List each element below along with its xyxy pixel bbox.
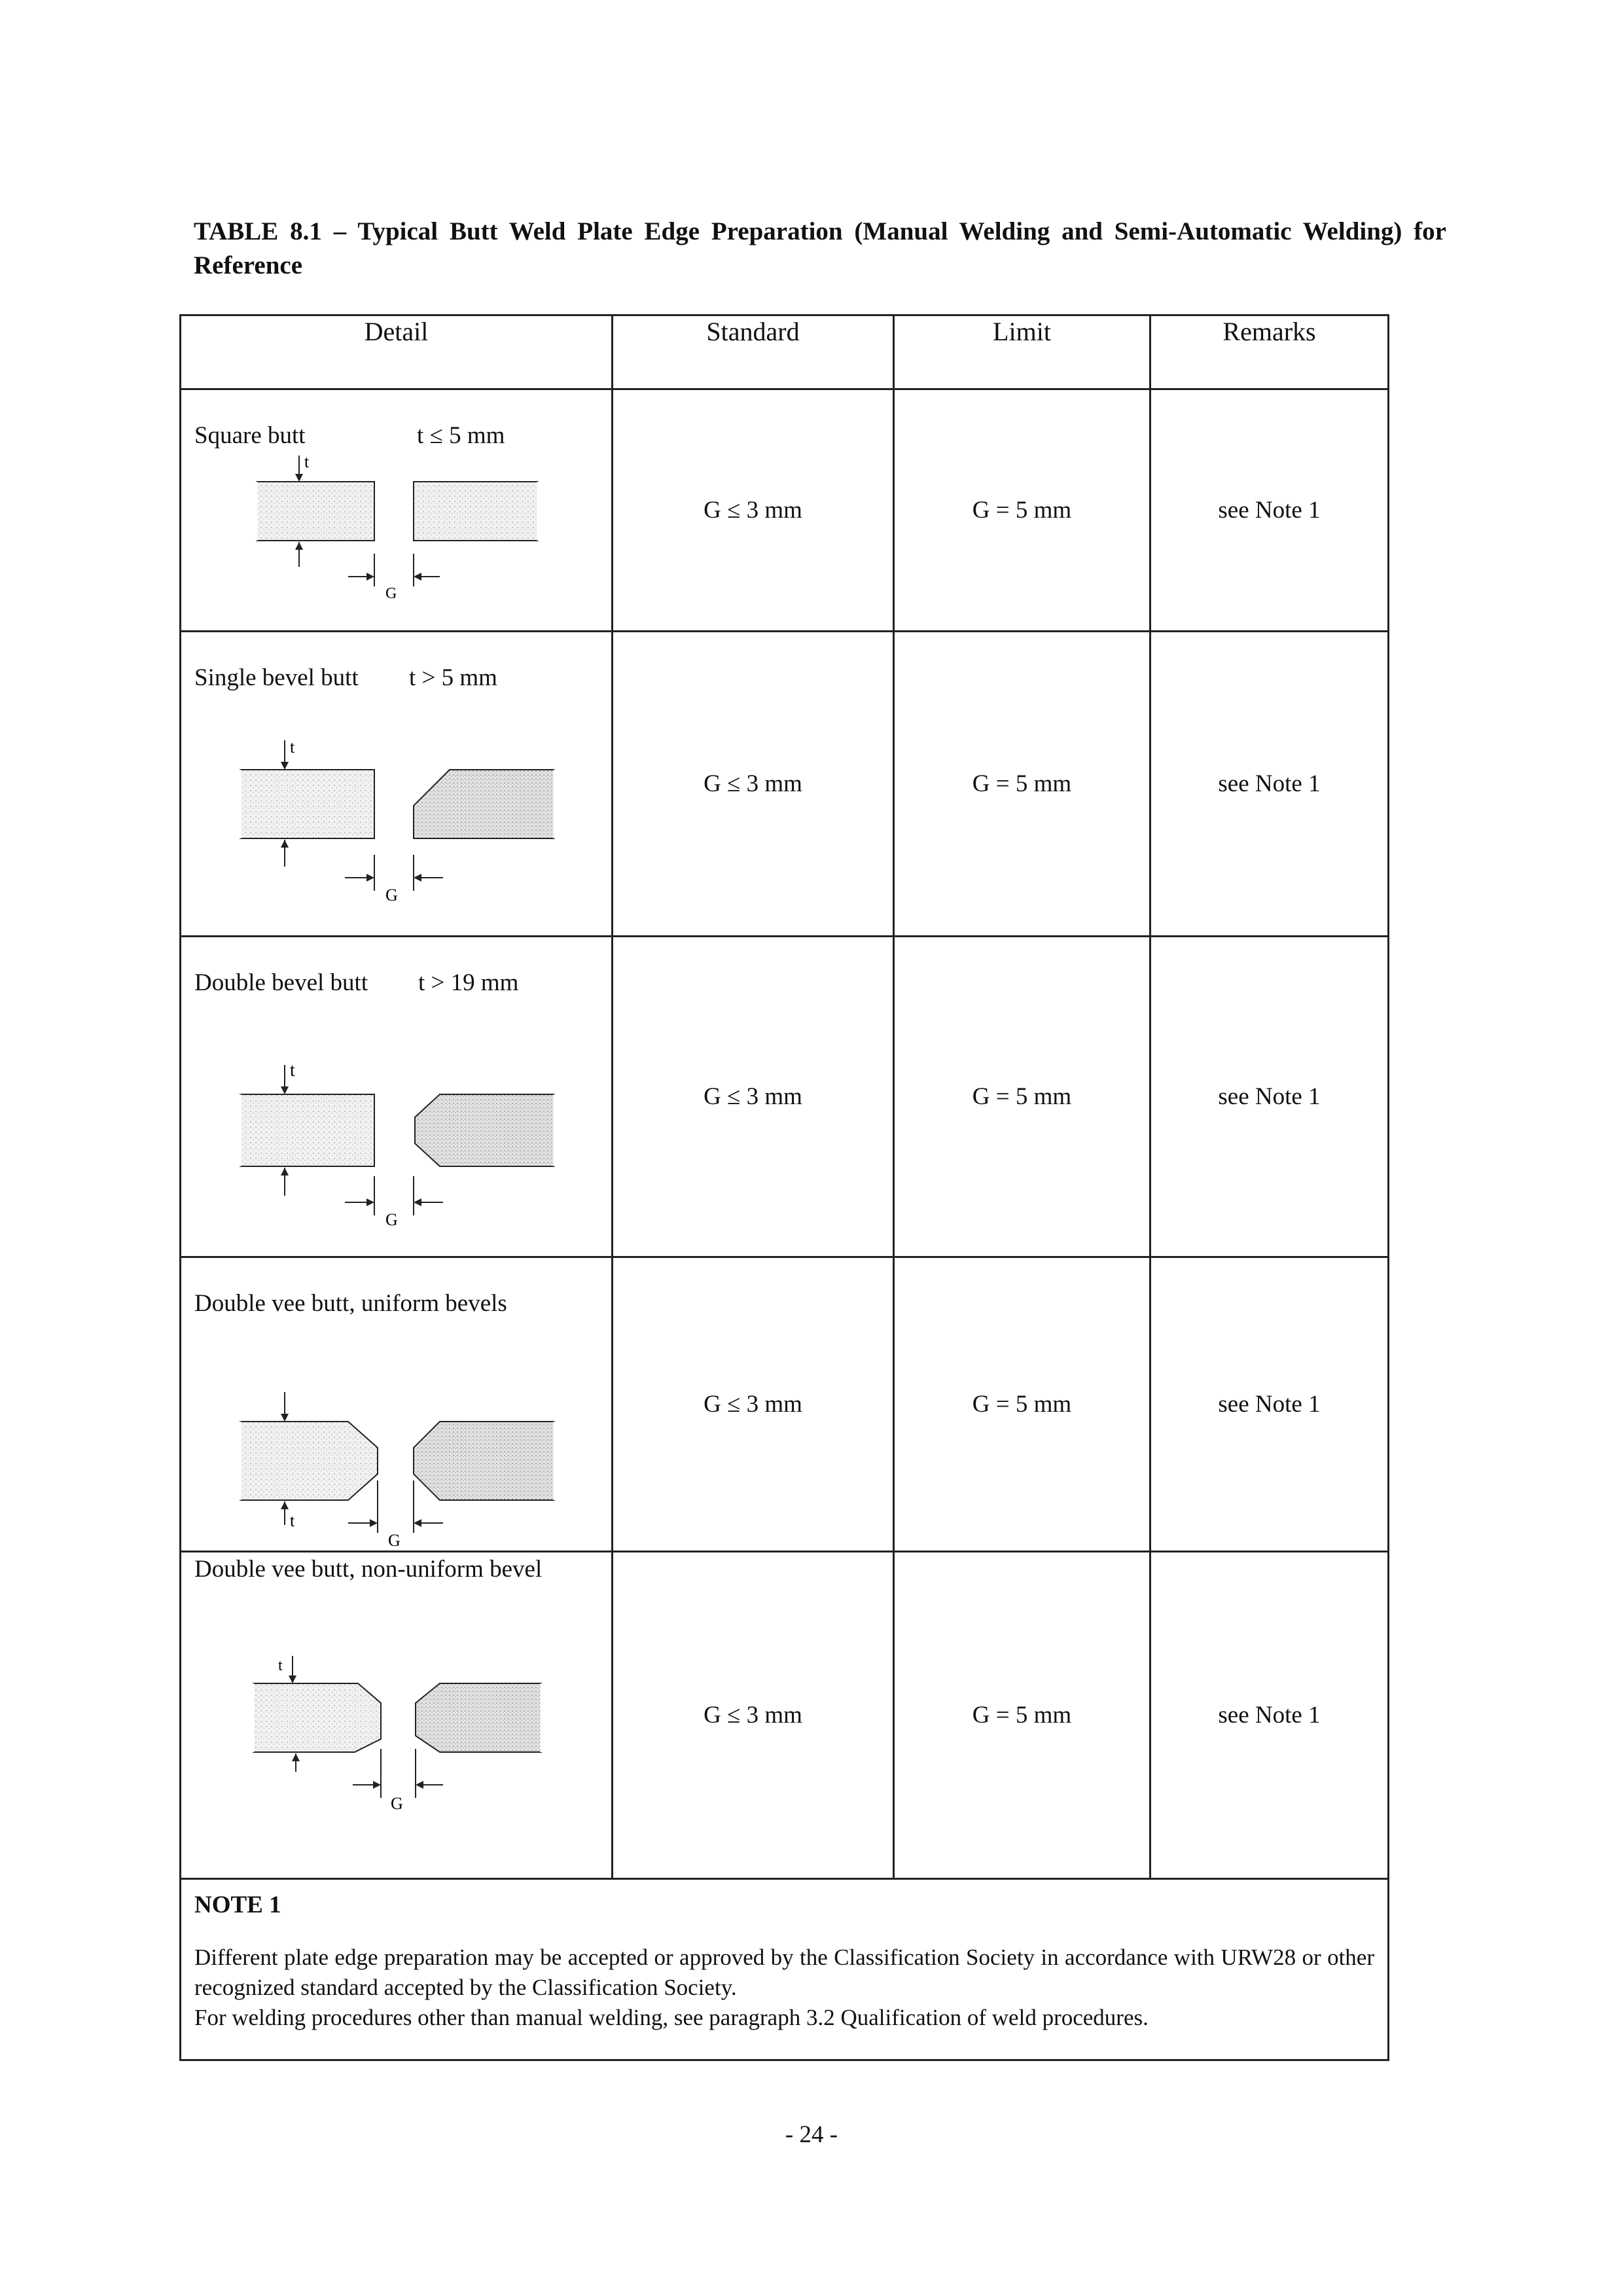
detail-cell (181, 389, 613, 632)
table-row (181, 1257, 1389, 1552)
detail-cell (181, 1257, 613, 1552)
detail-label: Double vee butt, non-uniform bevel (194, 1556, 543, 1583)
standard-cell: G ≤ 3 mm (613, 1257, 894, 1552)
t-label: t (278, 1657, 283, 1674)
column-header-limit: Limit (894, 315, 1150, 389)
remarks-cell: see Note 1 (1150, 937, 1389, 1257)
limit-cell: G = 5 mm (894, 1257, 1150, 1552)
limit-cell: G = 5 mm (894, 632, 1150, 937)
t-label: t (290, 1060, 295, 1081)
page-number: - 24 - (785, 2121, 838, 2148)
t-label: t (290, 738, 295, 757)
column-header-detail: Detail (181, 315, 613, 389)
detail-cell (181, 937, 613, 1257)
table-row (181, 632, 1389, 937)
detail-label: Double vee butt, uniform bevels (194, 1290, 507, 1317)
note-text-1: Different plate edge preparation may be accepted or approved by the Classification Society in accordance with URW28 or other recognized standard accepted by the Classification Society. (194, 1945, 1374, 2000)
column-header-remarks: Remarks (1150, 315, 1389, 389)
column-header-standard: Standard (613, 315, 894, 389)
single-bevel-butt-diagram (181, 632, 613, 937)
g-label: G (388, 1531, 401, 1550)
note-title: NOTE 1 (194, 1892, 281, 1918)
double-vee-non-uniform-diagram (181, 1552, 613, 1880)
table-title: TABLE 8.1 – Typical Butt Weld Plate Edge Preparation (Manual Welding and Semi-Automatic Welding) for Reference (194, 217, 1446, 279)
remarks-cell: see Note 1 (1150, 1257, 1389, 1552)
standard-cell: G ≤ 3 mm (613, 1552, 894, 1879)
g-label: G (385, 585, 397, 602)
g-label: G (391, 1794, 403, 1813)
double-vee-uniform-diagram (181, 1258, 613, 1552)
square-butt-diagram (181, 390, 613, 632)
detail-label: Square butt (194, 422, 306, 449)
remarks-cell: see Note 1 (1150, 632, 1389, 937)
standard-cell: G ≤ 3 mm (613, 632, 894, 937)
weld-preparation-table (179, 314, 1389, 2061)
g-label: G (385, 1210, 398, 1229)
remarks-cell: see Note 1 (1150, 389, 1389, 632)
limit-cell: G = 5 mm (894, 1552, 1150, 1879)
note-text-2: For welding procedures other than manual welding, see paragraph 3.2 Qualification of weld procedures. (194, 2005, 1149, 2030)
detail-cell (181, 1552, 613, 1879)
standard-cell: G ≤ 3 mm (613, 937, 894, 1257)
thickness-label: t > 19 mm (418, 969, 519, 996)
thickness-label: t ≤ 5 mm (417, 422, 505, 449)
detail-cell (181, 632, 613, 937)
g-label: G (385, 886, 398, 905)
table-row (181, 1552, 1389, 1879)
t-label: t (290, 1511, 295, 1530)
remarks-cell: see Note 1 (1150, 1552, 1389, 1879)
standard-cell: G ≤ 3 mm (613, 389, 894, 632)
double-bevel-butt-diagram (181, 937, 613, 1258)
limit-cell: G = 5 mm (894, 389, 1150, 632)
note-cell (181, 1879, 1389, 2060)
note-row (181, 1879, 1389, 2060)
t-label: t (304, 452, 310, 471)
limit-cell: G = 5 mm (894, 937, 1150, 1257)
table-row (181, 389, 1389, 632)
header-row (181, 315, 1389, 389)
thickness-label: t > 5 mm (409, 664, 497, 691)
detail-label: Single bevel butt (194, 664, 359, 691)
detail-label: Double bevel butt (194, 969, 368, 996)
table-row (181, 937, 1389, 1257)
